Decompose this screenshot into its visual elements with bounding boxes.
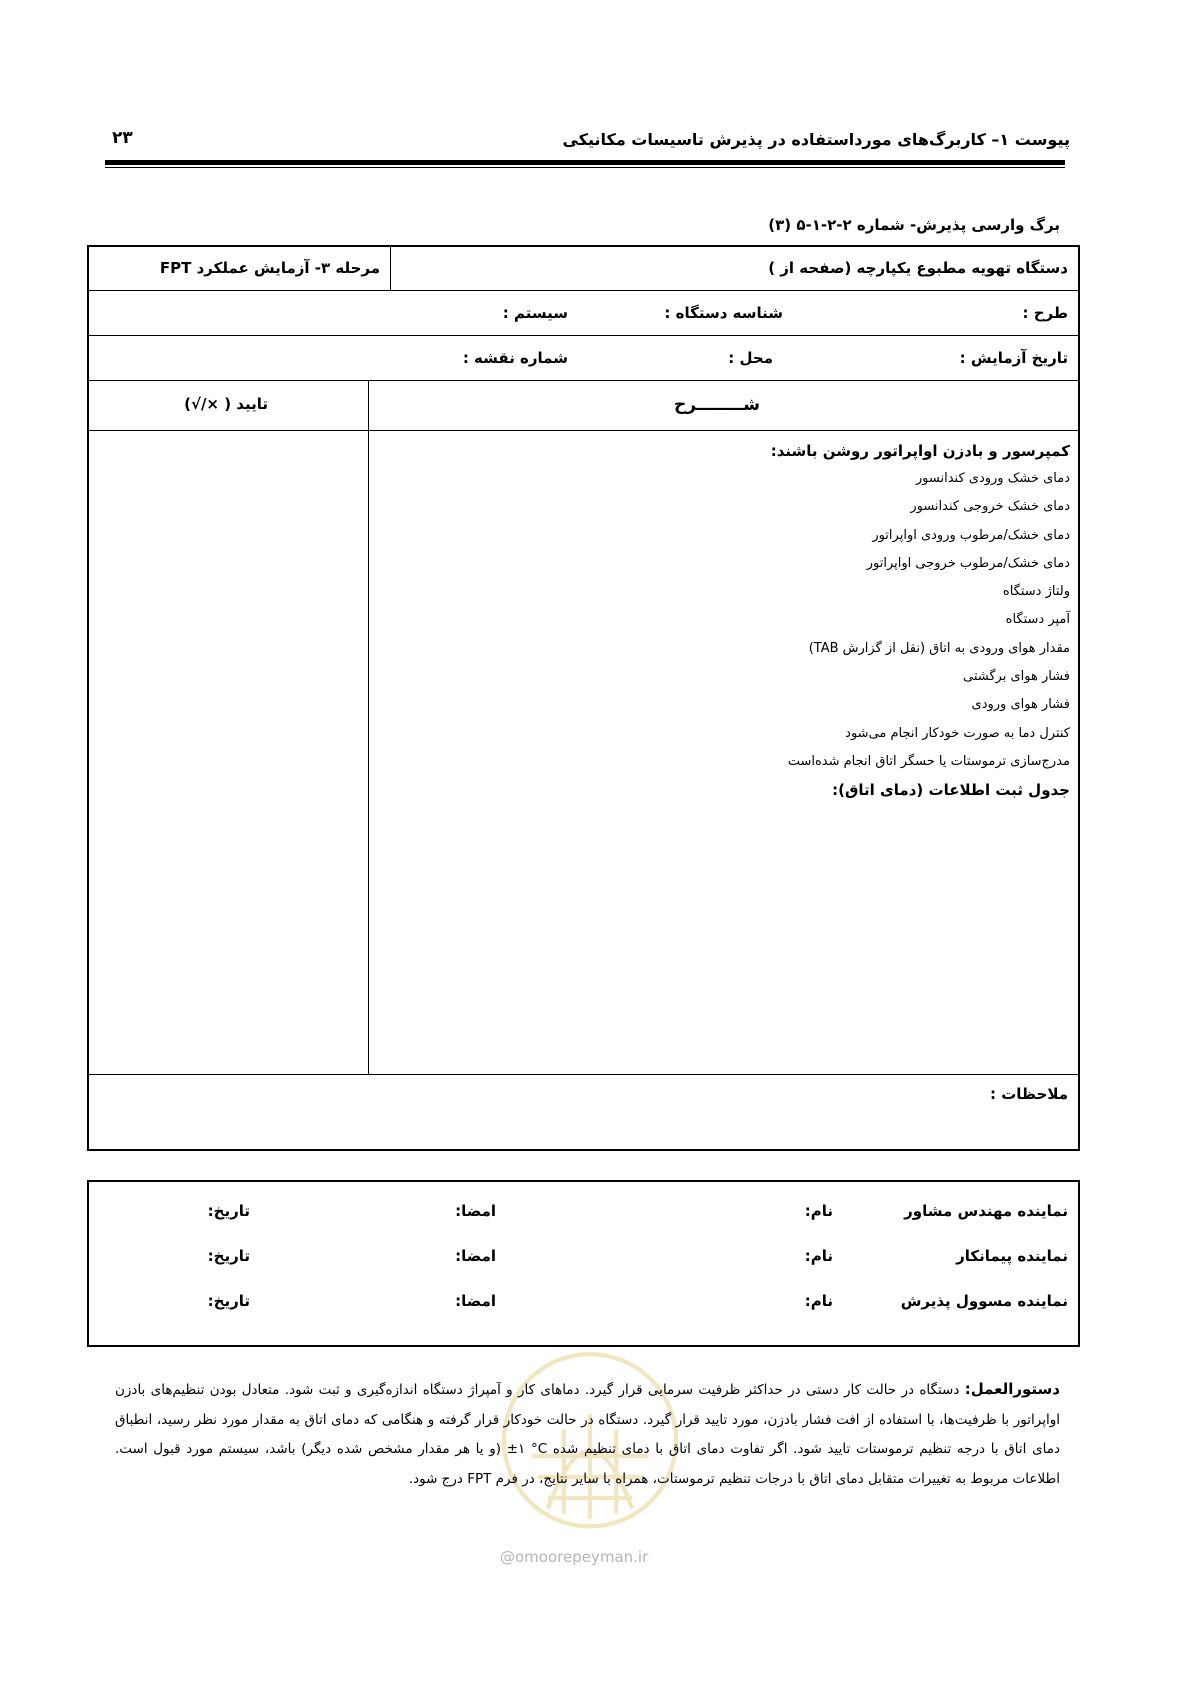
list-item: فشار هوای ورودی [971,697,1070,713]
row-divider [89,290,1078,291]
row-divider [89,1074,1078,1075]
list-item: دمای خشک خروجی کندانسور [910,499,1070,515]
table-heading: جدول ثبت اطلاعات (دمای اتاق): [832,781,1070,800]
row-divider [89,430,1078,431]
row-divider [89,335,1078,336]
form-title: برگ وارسی پذیرش- شماره ۲-۲-۱-۵ (۳) [768,216,1060,234]
page-number: ۲۳ [112,128,133,148]
remarks-label: ملاحظات : [989,1085,1068,1103]
list-item: دمای خشک ورودی کندانسور [915,471,1070,486]
watermark-site: @omoorepeyman.ir [500,1548,649,1566]
col-divider [368,380,369,1074]
signature-role: نماینده پیمانکار [956,1247,1068,1265]
description-heading: کمپرسور و بادزن اواپراتور روشن باشند: [770,442,1070,460]
device-id-field: شناسه دستگاه : [664,304,783,322]
list-item: مقدار هوای ورودی به اتاق (نقل از گزارش TAB) [808,640,1070,656]
signature-box [87,1180,1080,1347]
location-field: محل : [728,349,773,367]
signature-date: تاریخ: [207,1202,250,1220]
description-list [370,437,1070,804]
list-item: ولتاژ دستگاه [1002,584,1070,600]
signature-sign: امضا: [455,1292,496,1310]
signature-name: نام: [804,1292,833,1310]
signature-name: نام: [804,1247,833,1265]
signature-name: نام: [804,1202,833,1220]
list-item: دمای خشک/مرطوب خروجی اواپراتور [866,555,1070,571]
col-divider [390,247,391,290]
row-divider [89,380,1078,381]
approval-column-header: تایید ( ×/√) [184,395,268,413]
stage-label: مرحله ۳- آزمایش عملکرد FPT [159,259,380,277]
list-item: فشار هوای برگشتی [962,669,1070,685]
drawing-number-field: شماره نقشه : [462,349,568,367]
device-title: دستگاه تهویه مطبوع یکپارچه (صفحه از ) [768,259,1068,277]
signature-sign: امضا: [455,1247,496,1265]
signature-date: تاریخ: [207,1292,250,1310]
header-rule-thin [105,167,1065,168]
instructions-lead: دستورالعمل: [964,1380,1060,1398]
test-date-field: تاریخ آزمایش : [959,349,1068,367]
list-item: دمای خشک/مرطوب ورودی اواپراتور [872,527,1070,543]
description-column-header: شــــــــرح [673,395,760,415]
signature-sign: امضا: [455,1202,496,1220]
instructions-body: دستگاه در حالت کار دستی در حداکثر ظرفیت سرمایی قرار گیرد. دماهای کار و آمپراژ دستگاه اندازه‌گیری و ثبت شود. متعادل بودن تنظیم‌های بادزن اواپراتور با ظرفیت‌ها، با استفاده از افت فشار بادزن، مورد تایید قرار گیرد. دستگاه در حالت خودکار قرار گرفته و هنگامی که دمای اتاق به مقدار مورد نظر رسید، انطباق دمای اتاق با درجه تنظیم ترموستات تایید شود. اگر تفاوت دمای اتاق با دمای تنظیم شده ‎±۱ °C‎ (و یا هر مقدار مشخص شده دیگر) باشد، سیستم مورد قبول است. اطلاعات مربوط به تغییرات متقابل دمای اتاق با درجات تنظیم ترموستات، همراه با سایر نتایج، در فرم FPT درج شود. [115,1382,1060,1487]
project-field: طرح : [1022,304,1068,322]
header-rule-thick [105,160,1065,165]
instructions-paragraph [115,1375,1060,1494]
list-item: آمپر دستگاه [1005,612,1070,628]
signature-date: تاریخ: [207,1247,250,1265]
running-title: پیوست ۱– کاربرگ‌های مورداستفاده در پذیرش تاسیسات مکانیکی [562,130,1070,149]
system-field: سیستم : [502,304,568,322]
list-item: کنترل دما به صورت خودکار انجام می‌شود [845,725,1070,741]
signature-role: نماینده مهندس مشاور [904,1202,1068,1220]
list-item: مدرج‌سازی ترموستات یا حسگر اتاق انجام شده‌است [787,753,1070,769]
signature-role: نماینده مسوول پذیرش [900,1292,1068,1310]
